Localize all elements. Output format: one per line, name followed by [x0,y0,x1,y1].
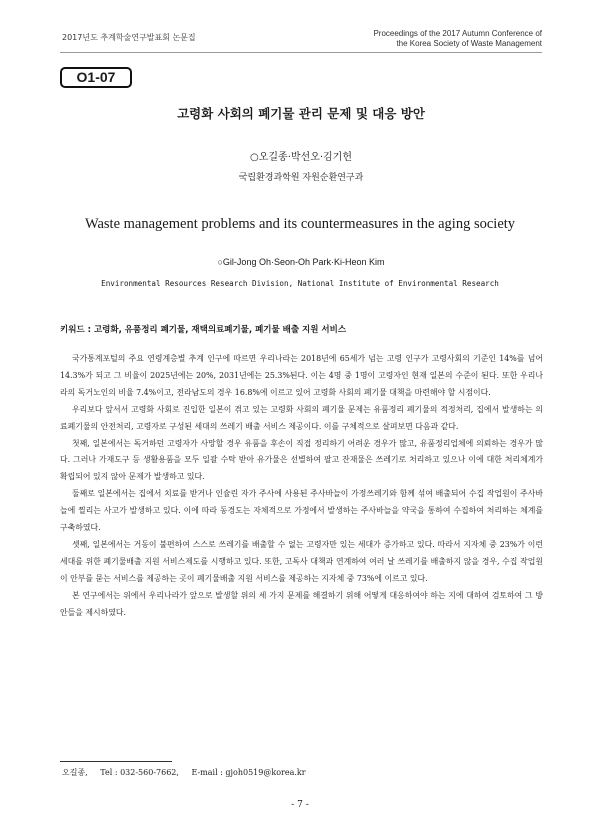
body-paragraph: 우리보다 앞서서 고령화 사회로 진입한 일본이 겪고 있는 고령화 사회의 폐기물 문제는 유품정리 폐기물의 적정처리, 집에서 발생하는 의료폐기물의 안전처리, 고령자로 구성된 세대의 쓰레기 배출 서비스 제공이다. 이를 구체적으로 살펴보면 다음과 같다. [60,404,543,431]
body-paragraph: 둘째로 일본에서는 집에서 치료를 받거나 인슐린 자가 주사에 사용된 주사바늘이 가정쓰레기와 함께 섞여 배출되어 수집 작업원이 주사바늘에 찔리는 사고가 발생하고 있다. 이에 따라 동경도는 자체적으로 가정에서 발생하는 주사바늘을 약국을 통하여 수집하여 처리하는 체계를 구축하였다. [60,489,543,533]
title-korean: 고령화 사회의 폐기물 관리 문제 및 대응 방안 [177,106,425,121]
running-header-right [282,29,542,49]
keywords: 키워드 : 고령화, 유품정리 폐기물, 재택의료폐기물, 폐기물 배출 지원 서비스 [60,325,347,335]
body-paragraph: 국가통계포털의 주요 연령계층별 추계 인구에 따르면 우리나라는 2018년에 65세가 넘는 고령 인구가 고령사회의 기준인 14%를 넘어 14.3%가 되고 그 비율이 2025년에는 20%, 2031년에는 25.3%된다. 이는 4명 중 1명이 고령자인 현재 일본의 수준이 된다. 또한 우리나라의 독거노인의 비율 7.4%이고, 전라남도의 경우 16.8%에 이르고 있어 고령화 사회의 폐기물 대책을 마련해야 할 시점이다. [60,354,543,397]
footnote-email: E-mail : gjoh0519@korea.kr [191,768,306,777]
affiliation-english: Environmental Resources Research Division, National Institute of Environmental Research [101,279,499,288]
title-english: Waste management problems and its countermeasures in the aging society [84,216,516,232]
footnote-rule [60,761,172,762]
body-paragraph: 셋째, 일본에서는 거동이 불편하여 스스로 쓰레기를 배출할 수 없는 고령자만 있는 세대가 증가하고 있다. 따라서 지자체 중 23%가 이런 세대를 위한 폐기물배출 지원 서비스제도를 시행하고 있다. 또한, 고독사 대책과 연계하여 여러 날 쓰레기를 배출하지 않을 경우, 수집 작업원이 안부를 묻는 서비스를 제공하는 곳이 폐기물배출 지원 서비스를 제공하는 지자체 중 73%에 이르고 있다. [60,539,543,583]
affiliation-korean: 국립환경과학원 자원순환연구과 [238,173,364,183]
running-header-right-line1: Proceedings of the 2017 Autumn Conference of [373,29,542,38]
body-paragraph: 본 연구에서는 위에서 우리나라가 앞으로 발생할 위의 세 가지 문제를 해결하기 위해 어떻게 대응하여야 하는 지에 대하여 검토하여 그 방안들을 제시하였다. [60,590,543,617]
footnote [62,767,316,778]
abstract-body [60,351,543,622]
body-paragraph: 첫째, 일본에서는 독거하던 고령자가 사망할 경우 유품을 후손이 직접 정리하기 어려운 경우가 많고, 유품정리업체에 의뢰하는 경우가 많다. 그러나 가재도구 등 생활용품을 모두 일괄 수탁 받아 유가물은 선별하여 팔고 잔재물은 쓰레기로 처리하고 있으나 이에 대한 처리체계가 확립되어 있지 않아 문제가 발생하고 있다. [60,438,543,482]
running-header-left: 2017년도 추계학술연구발표회 논문집 [62,33,196,42]
authors-english: ○Gil-Jong Oh·Seon-Oh Park·Ki-Heon Kim [217,257,385,267]
paper-code-badge: O1-07 [60,67,132,88]
page-number: - 7 - [291,800,309,810]
authors-korean: ○오길종·박선오·김기헌 [249,152,353,163]
header-rule [60,52,542,53]
footnote-name: 오길종, [62,768,88,777]
running-header-right-line2: the Korea Society of Waste Management [396,39,542,48]
footnote-tel: Tel : 032-560-7662, [100,768,179,777]
